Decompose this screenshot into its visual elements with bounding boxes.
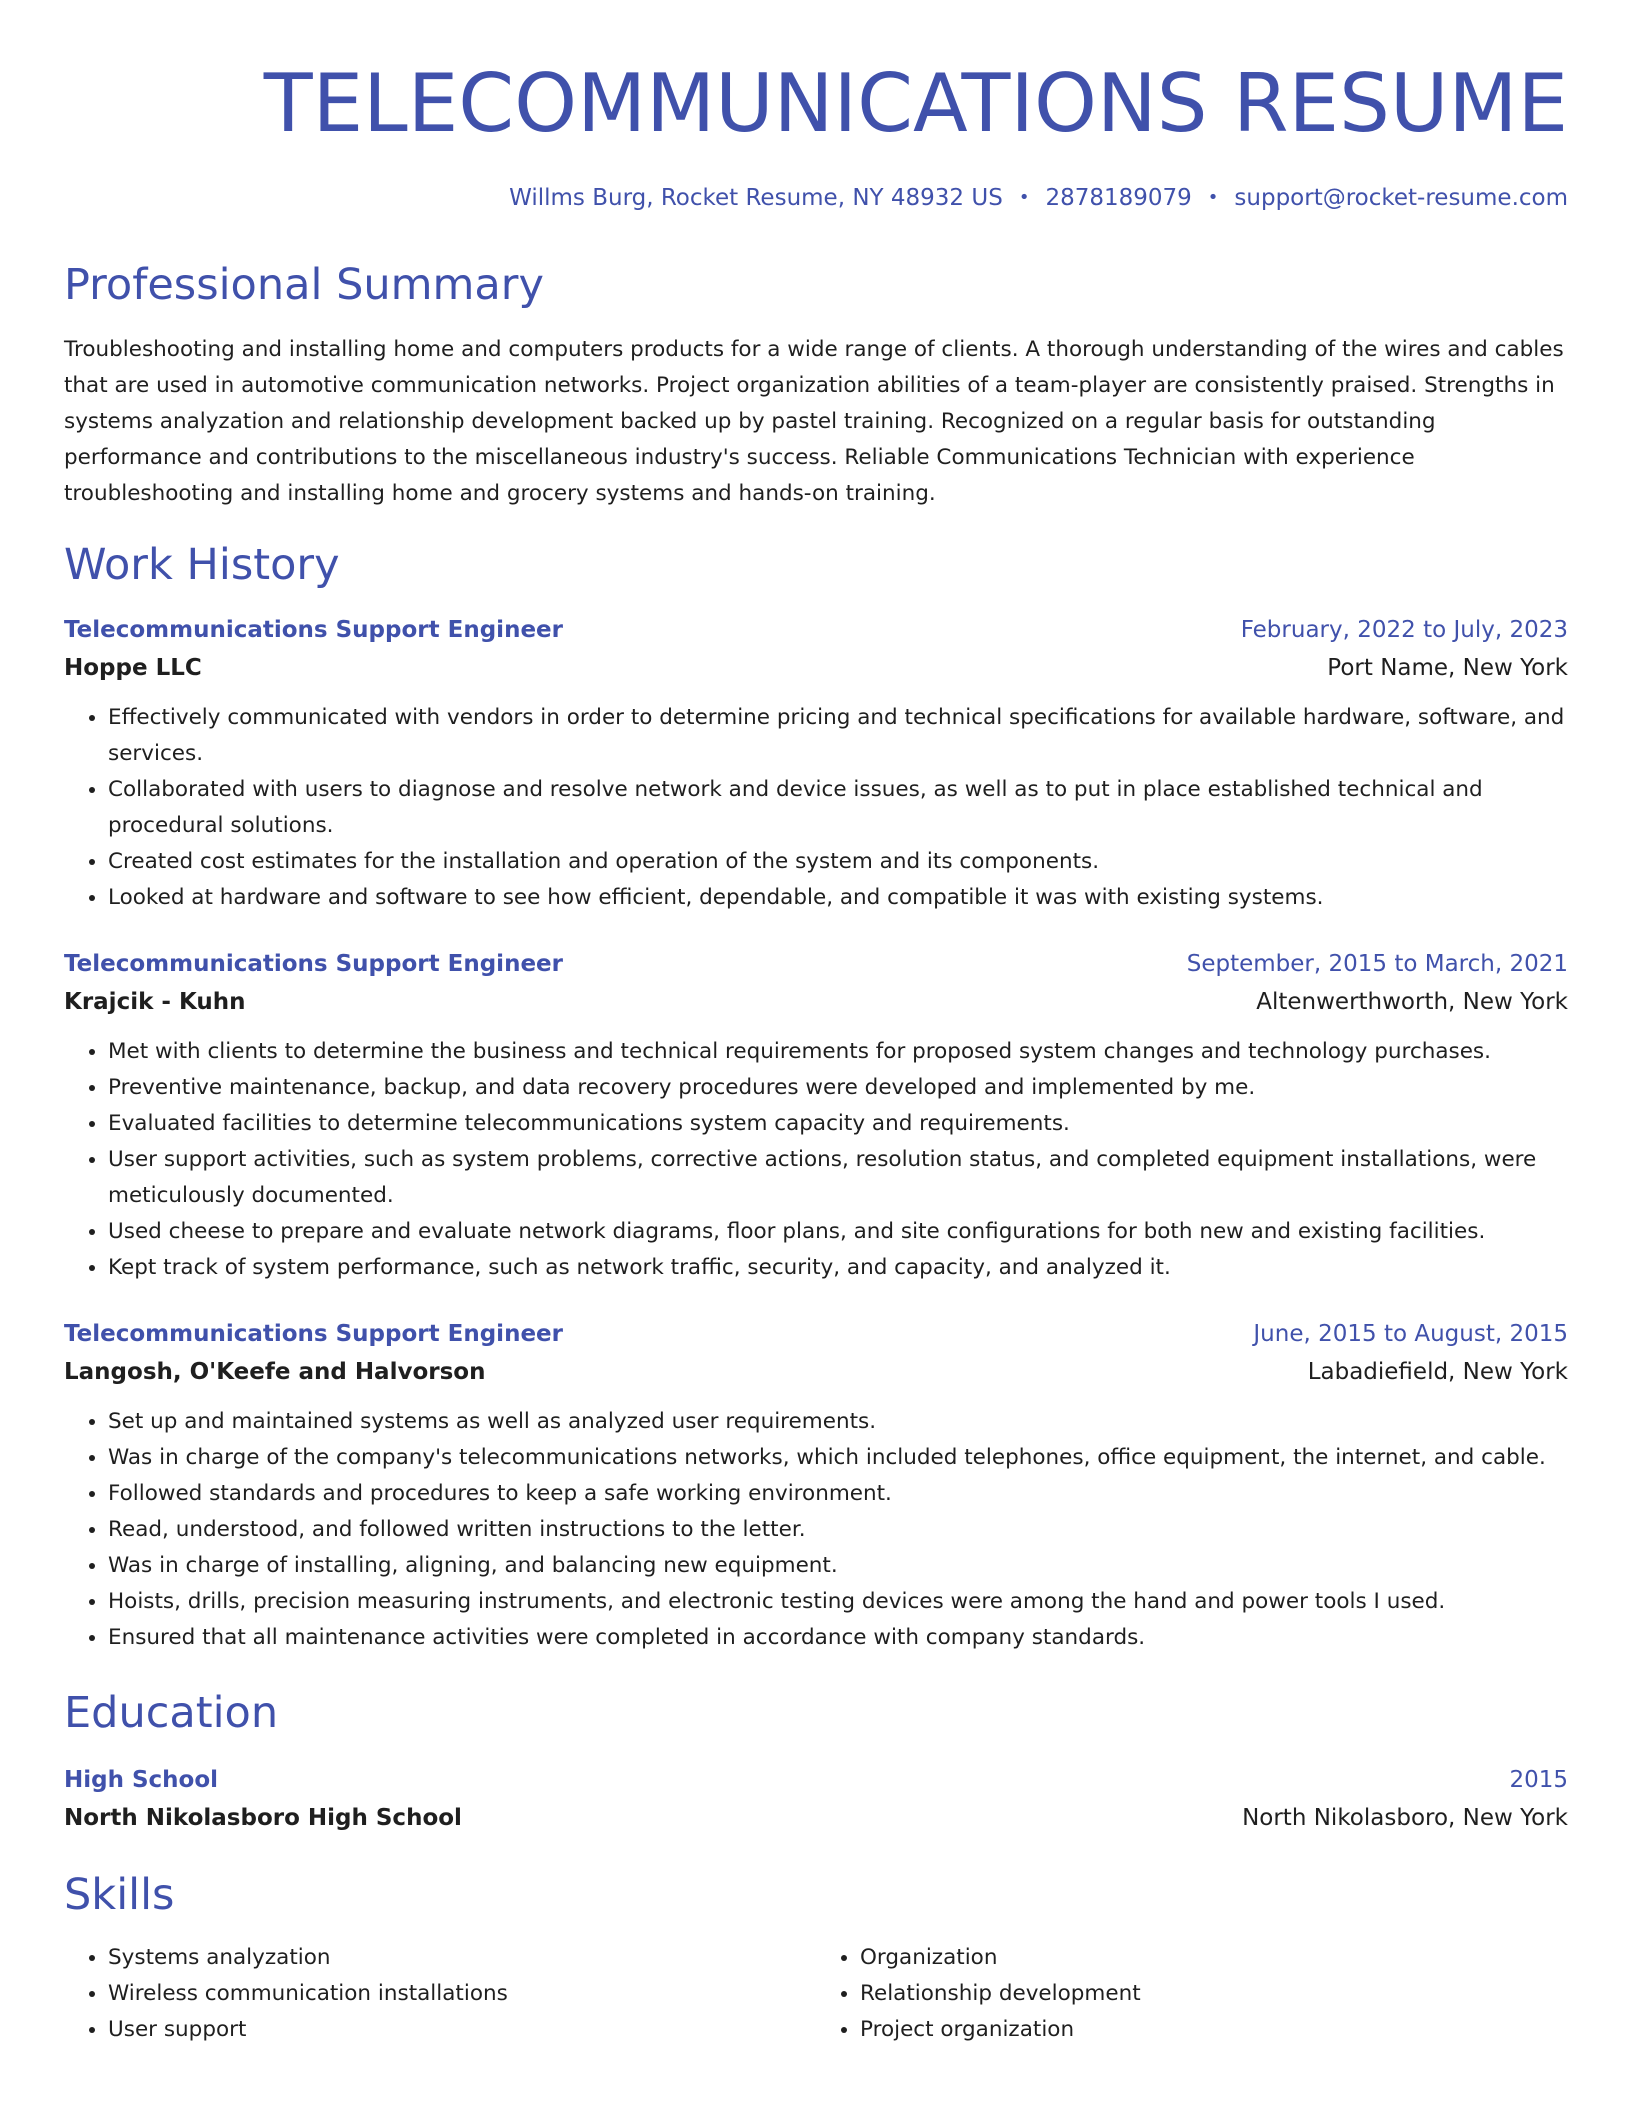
skill-item: • Organization bbox=[860, 1940, 1568, 1976]
skill-item: • Systems analyzation bbox=[108, 1940, 816, 1976]
summary-text: Troubleshooting and installing home and computers products for a wide range of clients. A thorough understanding of the wires and cables that are used in automotive communication networks. Project organization abilities of a team-player are consistently praised. Strengths in systems analyzation and relationship development backed up by pastel training. Recognized on a regular basis for outstanding performance and contributions to the miscellaneous industry's success. Reliable Communications Technician with experience troubleshooting and installing home and grocery systems and hands-on training. bbox=[64, 337, 1564, 506]
job-entry bbox=[64, 1316, 1568, 1656]
summary-heading: Professional Summary bbox=[64, 260, 544, 310]
contact-separator: • bbox=[1018, 187, 1030, 208]
skills-column-right bbox=[816, 1940, 1568, 2048]
job-dates: February, 2022 to July, 2023 bbox=[1240, 617, 1568, 643]
job-company-row bbox=[64, 982, 1568, 1022]
job-bullets bbox=[64, 1034, 1568, 1286]
job-title: Telecommunications Support Engineer bbox=[64, 951, 563, 977]
skill-item: • User support bbox=[108, 2012, 816, 2048]
job-bullet: • Read, understood, and followed written instructions to the letter. bbox=[108, 1512, 1568, 1548]
skills-column-left bbox=[64, 1940, 816, 2048]
job-title-row bbox=[64, 612, 1568, 648]
job-bullet: • Preventive maintenance, backup, and data recovery procedures were developed and implemented by me. bbox=[108, 1070, 1568, 1106]
job-dates: September, 2015 to March, 2021 bbox=[1186, 951, 1568, 977]
job-bullet: • Met with clients to determine the business and technical requirements for proposed system changes and technology purchases. bbox=[108, 1034, 1568, 1070]
resume-header bbox=[64, 56, 1568, 214]
contact-line bbox=[64, 182, 1568, 214]
contact-phone[interactable]: 2878189079 bbox=[1045, 185, 1192, 211]
job-location: Labadiefield, New York bbox=[1307, 1359, 1568, 1385]
education-section bbox=[64, 1686, 1568, 1838]
skills-section bbox=[64, 1868, 1568, 2048]
job-bullet: • Hoists, drills, precision measuring instruments, and electronic testing devices were among the hand and power tools I used. bbox=[108, 1584, 1568, 1620]
job-entry bbox=[64, 612, 1568, 916]
skills-heading: Skills bbox=[64, 1870, 175, 1920]
job-bullet: • Evaluated facilities to determine telecommunications system capacity and requirements. bbox=[108, 1106, 1568, 1142]
job-title-row bbox=[64, 1316, 1568, 1352]
job-company-row bbox=[64, 648, 1568, 688]
resume-title: TELECOMMUNICATIONS RESUME bbox=[263, 57, 1568, 150]
education-school-row bbox=[64, 1798, 1568, 1838]
job-entry bbox=[64, 946, 1568, 1286]
education-entry bbox=[64, 1762, 1568, 1838]
job-bullet: • Kept track of system performance, such as network traffic, security, and capacity, and analyzed it. bbox=[108, 1250, 1568, 1286]
work-history-heading: Work History bbox=[64, 540, 340, 590]
education-year: 2015 bbox=[1509, 1767, 1568, 1793]
job-title-row bbox=[64, 946, 1568, 982]
job-bullet: • Used cheese to prepare and evaluate network diagrams, floor plans, and site configurations for both new and existing facilities. bbox=[108, 1214, 1568, 1250]
job-company-row bbox=[64, 1352, 1568, 1392]
job-bullet: • Looked at hardware and software to see how efficient, dependable, and compatible it was with existing systems. bbox=[108, 880, 1568, 916]
summary-section bbox=[64, 258, 1568, 512]
job-company: Krajcik - Kuhn bbox=[64, 989, 246, 1015]
job-title: Telecommunications Support Engineer bbox=[64, 617, 563, 643]
education-location: North Nikolasboro, New York bbox=[1242, 1805, 1568, 1831]
education-degree: High School bbox=[64, 1767, 219, 1793]
job-company: Langosh, O'Keefe and Halvorson bbox=[64, 1359, 486, 1385]
job-bullet: • Created cost estimates for the installation and operation of the system and its components. bbox=[108, 844, 1568, 880]
skill-item: • Relationship development bbox=[860, 1976, 1568, 2012]
contact-address: Willms Burg, Rocket Resume, NY 48932 US bbox=[509, 185, 1003, 211]
job-location: Altenwerthworth, New York bbox=[1256, 989, 1568, 1015]
job-bullet: • Was in charge of the company's telecommunications networks, which included telephones, office equipment, the internet, and cable. bbox=[108, 1440, 1568, 1476]
work-history-section bbox=[64, 538, 1568, 1656]
job-bullet: • Followed standards and procedures to keep a safe working environment. bbox=[108, 1476, 1568, 1512]
job-bullet: • Was in charge of installing, aligning, and balancing new equipment. bbox=[108, 1548, 1568, 1584]
job-location: Port Name, New York bbox=[1327, 655, 1568, 681]
job-bullets bbox=[64, 700, 1568, 916]
job-bullet: • User support activities, such as system problems, corrective actions, resolution status, and completed equipment installations, were meticulously documented. bbox=[108, 1142, 1568, 1214]
job-bullets bbox=[64, 1404, 1568, 1656]
education-heading: Education bbox=[64, 1688, 279, 1738]
job-company: Hoppe LLC bbox=[64, 655, 202, 681]
job-title: Telecommunications Support Engineer bbox=[64, 1321, 563, 1347]
job-dates: June, 2015 to August, 2015 bbox=[1253, 1321, 1568, 1347]
job-bullet: • Collaborated with users to diagnose and resolve network and device issues, as well as to put in place established technical and procedural solutions. bbox=[108, 772, 1568, 844]
education-degree-row bbox=[64, 1762, 1568, 1798]
skill-item: • Wireless communication installations bbox=[108, 1976, 816, 2012]
education-school: North Nikolasboro High School bbox=[64, 1805, 462, 1831]
contact-email[interactable]: support@rocket-resume.com bbox=[1234, 185, 1568, 211]
skill-item: • Project organization bbox=[860, 2012, 1568, 2048]
contact-separator: • bbox=[1207, 187, 1219, 208]
job-bullet: • Set up and maintained systems as well as analyzed user requirements. bbox=[108, 1404, 1568, 1440]
job-bullet: • Effectively communicated with vendors in order to determine pricing and technical specifications for available hardware, software, and services. bbox=[108, 700, 1568, 772]
job-bullet: • Ensured that all maintenance activities were completed in accordance with company standards. bbox=[108, 1620, 1568, 1656]
skills-grid bbox=[64, 1940, 1568, 2048]
